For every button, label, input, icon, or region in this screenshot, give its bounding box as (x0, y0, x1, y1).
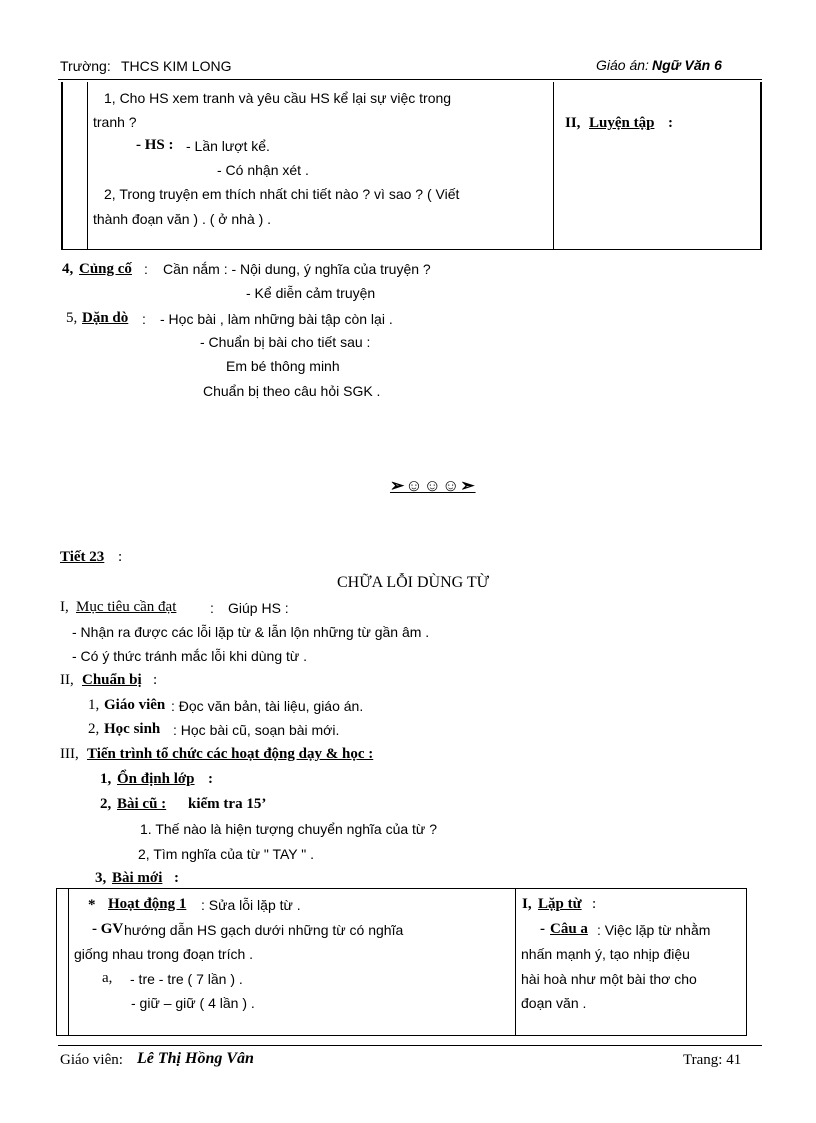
section1-text: Giúp HS : (228, 600, 289, 616)
review-question: 2, Tìm nghĩa của từ " TAY " . (138, 846, 314, 862)
practice-title: Luyện tập (589, 115, 655, 131)
step1-num: 1, (100, 771, 112, 787)
header-divider (58, 79, 762, 80)
student-label: Học sinh (104, 721, 161, 737)
section3-num: III, (60, 746, 79, 762)
consolidate-line: - Kể diễn cảm truyện (246, 285, 376, 301)
consolidate-title: Củng cố (79, 261, 132, 277)
school-label: Trường: (60, 58, 111, 74)
table1-inner-border (87, 82, 88, 250)
repeat-text: hài hoà như một bài thơ cho (521, 971, 697, 987)
step1-title: Ổn định lớp (117, 771, 195, 787)
activity-title: Hoạt động 1 (108, 896, 187, 912)
page-number: Trang: 41 (683, 1052, 742, 1068)
table1-right-border (760, 82, 762, 250)
repeat-text: : Việc lặp từ nhằm (597, 922, 711, 938)
repeat-sub: Câu a (550, 921, 588, 937)
repeat-colon: : (592, 896, 597, 912)
activity-text: : Sửa lỗi lặp từ . (201, 897, 301, 913)
table1-left-border (61, 82, 63, 250)
teacher-text: : Đọc văn bản, tài liệu, giáo án. (171, 698, 364, 714)
section2-num: II, (60, 672, 74, 688)
homework-colon: : (142, 311, 146, 327)
table1-line: - Có nhận xét . (217, 162, 309, 178)
item-a-label: a, (102, 970, 113, 986)
section3-title: Tiến trình tổ chức các hoạt động dạy & học : (87, 746, 374, 762)
consolidate-colon: : (144, 261, 148, 277)
activity-star: * (88, 897, 96, 913)
step2-text: kiểm tra 15’ (188, 796, 267, 812)
table1-line: 1, Cho HS xem tranh và yêu cầu HS kể lại sự việc trong (104, 90, 452, 106)
footer-teacher-label: Giáo viên: (60, 1052, 123, 1068)
table2-inner-border (68, 888, 69, 1036)
homework-num: 5, (66, 310, 78, 326)
consolidate-line: Cần nắm : - Nội dung, ý nghĩa của truyện ? (163, 261, 431, 277)
step3-title: Bài mới (112, 870, 163, 886)
step1-colon: : (208, 771, 213, 787)
teacher-num: 1, (88, 697, 100, 713)
table1-hs-label: - HS : (136, 137, 174, 153)
lesson-colon: : (118, 549, 123, 565)
step3-num: 3, (95, 870, 107, 886)
gv-text-cont: giống nhau trong đoạn trích . (74, 946, 254, 962)
consolidate-num: 4, (62, 261, 74, 277)
repeat-dash: - (540, 921, 545, 937)
objective-item: - Có ý thức tránh mắc lỗi khi dùng từ . (72, 648, 308, 664)
table2-right-border (746, 888, 747, 1036)
homework-line: Chuẩn bị theo câu hỏi SGK . (203, 383, 381, 399)
item-a-line: - giữ – giữ ( 4 lần ) . (131, 995, 255, 1011)
step2-title: Bài cũ : (117, 796, 167, 812)
section1-title: Mục tiêu cần đạt (76, 599, 177, 615)
footer-teacher-name: Lê Thị Hồng Vân (137, 1050, 254, 1067)
section1-colon: : (210, 600, 214, 616)
repeat-text: đoạn văn . (521, 995, 587, 1011)
table2-mid-border (515, 888, 516, 1036)
item-a-line: - tre - tre ( 7 lần ) . (130, 971, 243, 987)
step3-colon: : (174, 870, 179, 886)
table2-top-border (56, 888, 747, 889)
homework-line: Em bé thông minh (226, 358, 340, 374)
school-name: THCS KIM LONG (121, 58, 232, 74)
repeat-text: nhấn mạnh ý, tạo nhịp điệu (521, 946, 690, 962)
table1-line: 2, Trong truyện em thích nhất chi tiết nào ? vì sao ? ( Viết (104, 186, 460, 202)
table1-line: - Lần lượt kể. (186, 138, 270, 154)
repeat-title: Lặp từ (538, 896, 582, 912)
section2-title: Chuẩn bị (82, 672, 142, 688)
lesson-title: CHỮA LỖI DÙNG TỪ (337, 574, 490, 591)
gv-text: hướng dẫn HS gạch dưới những từ có nghĩa (124, 922, 404, 938)
teacher-label: Giáo viên (104, 697, 166, 713)
homework-line: - Chuẩn bị bài cho tiết sau : (200, 334, 371, 350)
homework-line: - Học bài , làm những bài tập còn lại . (160, 311, 393, 327)
repeat-num: I, (522, 896, 532, 912)
practice-colon: : (668, 115, 673, 131)
table1-bottom-border (61, 249, 762, 250)
table1-line: tranh ? (93, 114, 137, 130)
table1-mid-border (553, 82, 554, 250)
footer-divider (58, 1045, 762, 1046)
lesson-label: Tiết 23 (60, 549, 105, 565)
step2-num: 2, (100, 796, 112, 812)
homework-title: Dặn dò (82, 310, 129, 326)
student-text: : Học bài cũ, soạn bài mới. (173, 722, 340, 738)
gv-label: - GV (92, 921, 124, 937)
table2-left-border (56, 888, 57, 1036)
section2-colon: : (153, 672, 158, 688)
student-num: 2, (88, 721, 100, 737)
section1-num: I, (60, 599, 69, 615)
ornament-divider: ➢☺☺☺➣ (390, 476, 476, 495)
table2-bottom-border (56, 1035, 747, 1036)
review-question: 1. Thế nào là hiện tượng chuyển nghĩa của từ ? (140, 821, 437, 837)
table1-line: thành đoạn văn ) . ( ở nhà ) . (93, 211, 272, 227)
objective-item: - Nhận ra được các lỗi lặp từ & lẫn lộn những từ gần âm . (72, 624, 430, 640)
plan-label: Giáo án: (596, 57, 649, 73)
practice-num: II, (565, 115, 581, 131)
subject-name: Ngữ Văn 6 (652, 57, 722, 73)
